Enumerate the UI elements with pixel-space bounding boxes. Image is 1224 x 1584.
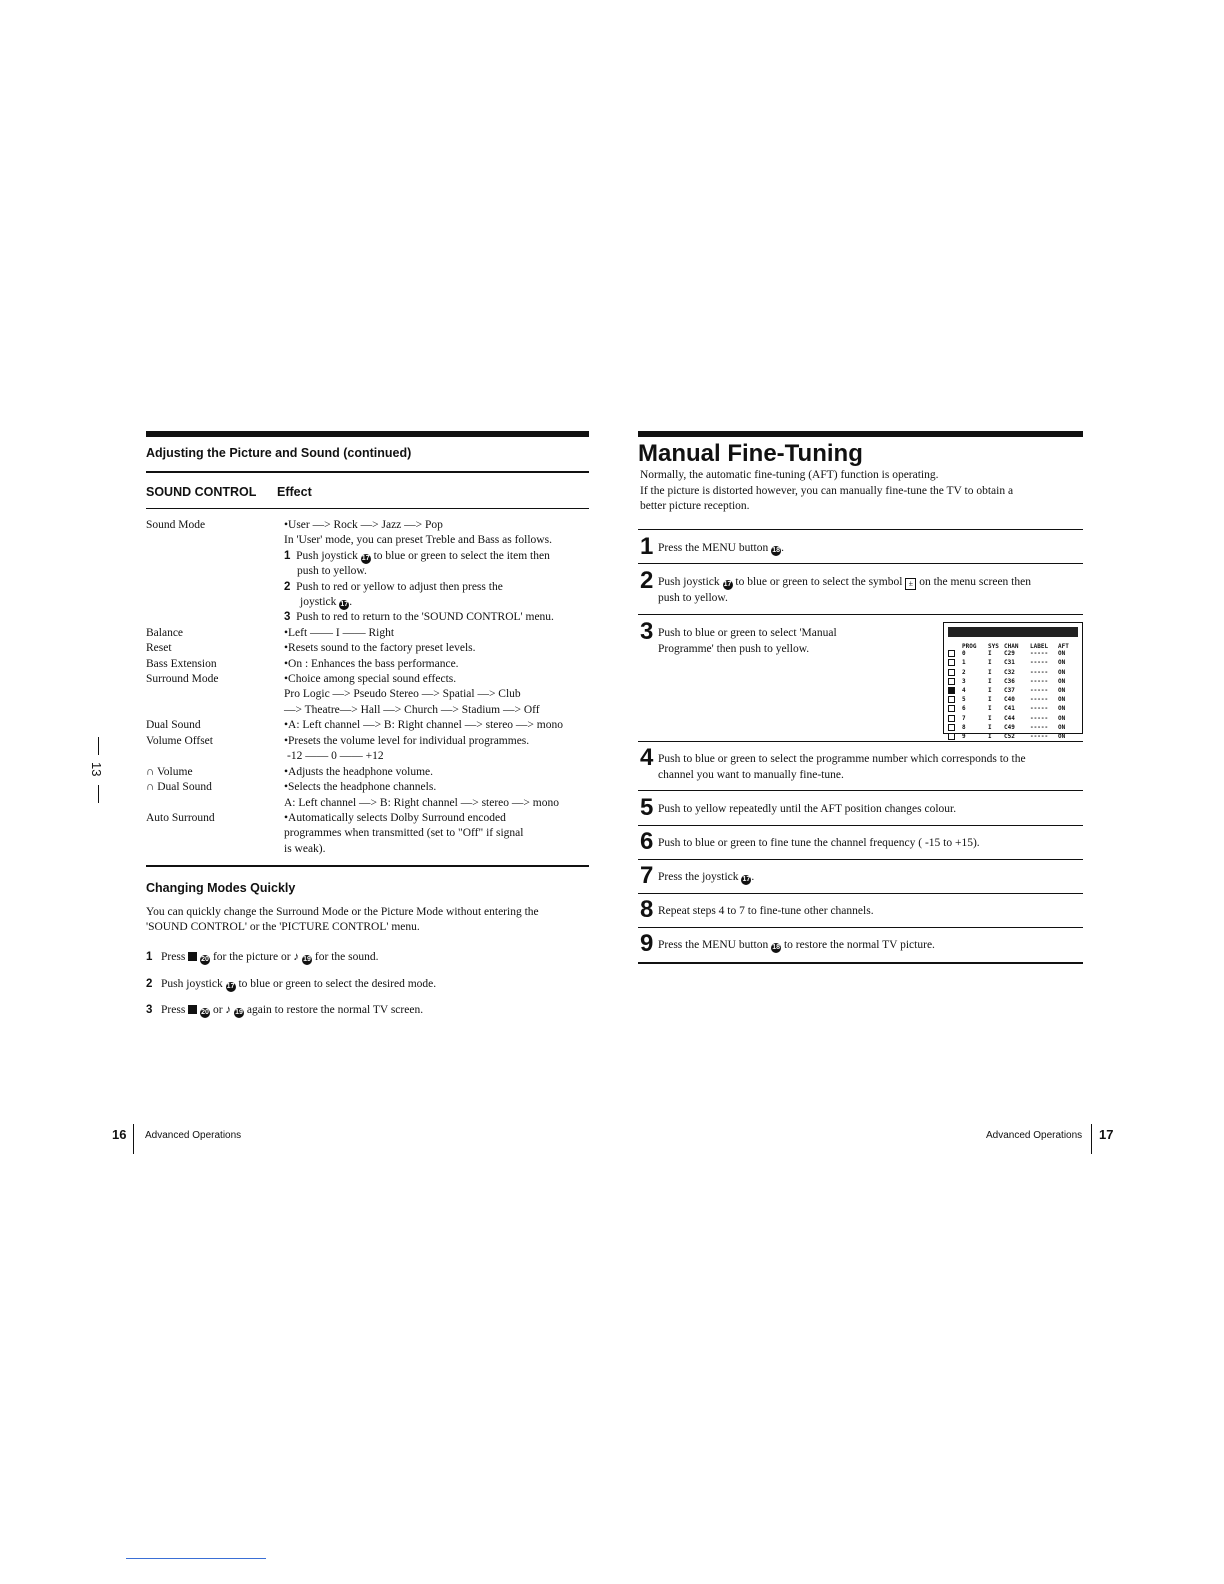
menu-programme-row xyxy=(948,687,1078,696)
effect-balance: •Left —— I —— Right xyxy=(284,627,395,639)
picture-ref-icon: 20 xyxy=(201,956,209,963)
effect-headphone-dual-line1: •Selects the headphone channels. xyxy=(284,781,437,793)
step-number: 3 xyxy=(146,1004,153,1016)
step-text xyxy=(658,541,1078,557)
intro-line3: better picture reception. xyxy=(640,500,750,512)
divider xyxy=(638,563,1083,564)
divider xyxy=(146,508,589,509)
menu-header: CHAN xyxy=(1004,643,1019,650)
menu-cell: ON xyxy=(1058,723,1066,731)
sound-mode-icon: ♪ xyxy=(293,951,300,963)
menu-cell: ----- xyxy=(1030,650,1049,658)
menu-programme-row xyxy=(948,669,1078,678)
divider xyxy=(638,962,1083,964)
changing-step-3 xyxy=(146,1003,423,1019)
divider xyxy=(638,614,1083,615)
menu-cell: ON xyxy=(1058,733,1066,741)
menu-cell: ----- xyxy=(1030,687,1049,695)
menu-cell: C31 xyxy=(1004,659,1015,667)
row-marker-icon xyxy=(948,669,962,678)
step-text: joystick xyxy=(300,596,337,608)
menu-cell: I xyxy=(988,650,992,658)
step-number: 3 xyxy=(640,618,654,645)
footer-divider xyxy=(1091,1124,1092,1154)
step-text-d: push to yellow. xyxy=(658,591,728,604)
row-marker-icon xyxy=(948,678,962,687)
menu-programme-row xyxy=(948,678,1078,687)
effect-sound-mode-line2: In 'User' mode, you can preset Treble and Bass as follows. xyxy=(284,534,552,546)
joystick-ref-icon: 17 xyxy=(361,555,370,562)
menu-cell: 6 xyxy=(962,705,966,713)
effect-reset: •Resets sound to the factory preset levels. xyxy=(284,642,476,654)
menu-cell: 4 xyxy=(962,687,966,695)
picture-mode-icon xyxy=(188,1005,197,1014)
step-text-b: to blue or green to select the symbol xyxy=(735,576,903,588)
sound-mode-step-1-cont: push to yellow. xyxy=(297,565,367,577)
sound-mode-step-2 xyxy=(284,580,599,596)
step-text-b: . xyxy=(781,542,784,554)
menu-cell: 3 xyxy=(962,677,966,685)
sound-mode-icon: ♪ xyxy=(225,1004,232,1016)
menu-cell: C36 xyxy=(1004,677,1015,685)
effect-volume-offset-line1: •Presets the volume level for individual programmes. xyxy=(284,735,530,747)
menu-cell: I xyxy=(988,659,992,667)
step-number: 9 xyxy=(640,930,654,957)
menu-cell: I xyxy=(988,677,992,685)
menu-programme-row xyxy=(948,659,1078,668)
picture-mode-icon xyxy=(188,952,197,961)
menu-cell: 7 xyxy=(962,714,966,722)
menu-programme-row xyxy=(948,650,1078,659)
changing-modes-p2: 'SOUND CONTROL' or the 'PICTURE CONTROL' menu. xyxy=(146,921,420,933)
menu-cell: I xyxy=(988,705,992,713)
effect-sound-mode-line1: •User —> Rock —> Jazz —> Pop xyxy=(284,519,443,531)
step-text xyxy=(658,938,1078,954)
step-number: 1 xyxy=(640,533,654,560)
setup-symbol-icon: ± xyxy=(905,578,916,590)
menu-cell: ON xyxy=(1058,705,1066,713)
divider xyxy=(638,529,1083,530)
step-text-a: Push to blue or green to select the programme number which corresponds to the xyxy=(658,753,1026,765)
sound-mode-step-1 xyxy=(284,549,599,565)
effect-surround-line3: —> Theatre—> Hall —> Church —> Stadium —> Off xyxy=(284,704,540,716)
step-number: 5 xyxy=(640,794,654,821)
row-marker-icon xyxy=(948,724,962,733)
page-title: Manual Fine-Tuning xyxy=(638,440,863,467)
row-marker-icon xyxy=(948,659,962,668)
menu-cell: 0 xyxy=(962,650,966,658)
menu-header: PROG xyxy=(962,643,977,650)
intro-line1: Normally, the automatic fine-tuning (AFT) function is operating. xyxy=(640,469,939,481)
menu-cell: ----- xyxy=(1030,705,1049,713)
joystick-ref-icon: 17 xyxy=(742,876,751,883)
divider xyxy=(638,825,1083,826)
menu-programme-row xyxy=(948,705,1078,714)
footer-right: Advanced Operations xyxy=(986,1130,1083,1141)
row-label-headphone-volume xyxy=(146,765,193,781)
intro-line2: If the picture is distorted however, you can manually fine-tune the TV to obtain a xyxy=(640,485,1014,497)
menu-cell: C49 xyxy=(1004,723,1015,731)
row-label-bass-extension: Bass Extension xyxy=(146,658,217,670)
joystick-ref-icon: 17 xyxy=(226,983,235,990)
menu-cell: ON xyxy=(1058,687,1066,695)
step-text: Push joystick xyxy=(161,978,223,990)
row-label-balance: Balance xyxy=(146,627,184,639)
step-text-b: . xyxy=(751,871,755,883)
step-text: Push to red or yellow to adjust then press the xyxy=(296,581,503,593)
menu-cell: 5 xyxy=(962,696,966,704)
row-label-sound-mode: Sound Mode xyxy=(146,519,206,531)
step-text-b: channel you want to manually fine-tune. xyxy=(658,768,844,781)
divider xyxy=(638,859,1083,860)
step-text: to blue or green to select the item then xyxy=(373,550,550,562)
menu-cell: ON xyxy=(1058,677,1066,685)
label-text: Dual Sound xyxy=(157,781,212,793)
effect-bass-extension: •On : Enhances the bass performance. xyxy=(284,658,459,670)
row-label-dual-sound: Dual Sound xyxy=(146,719,201,731)
label-text: Volume xyxy=(156,766,193,778)
row-label-reset: Reset xyxy=(146,642,172,654)
step-text: Push to red to return to the 'SOUND CONTROL' menu. xyxy=(296,611,554,623)
changing-modes-title: Changing Modes Quickly xyxy=(146,881,296,895)
side-marker-line xyxy=(98,737,99,755)
menu-cell: C52 xyxy=(1004,733,1015,741)
headphone-icon: ∩ xyxy=(146,781,155,793)
row-label-surround-mode: Surround Mode xyxy=(146,673,219,685)
menu-cell: ON xyxy=(1058,696,1066,704)
step-number: 8 xyxy=(640,896,654,923)
side-marker-line xyxy=(98,785,99,803)
menu-cell: 2 xyxy=(962,668,966,676)
menu-ref-icon: 18 xyxy=(772,944,780,951)
menu-cell: ----- xyxy=(1030,733,1049,741)
menu-cell: ON xyxy=(1058,650,1066,658)
effect-auto-surround-line1: •Automatically selects Dolby Surround encoded xyxy=(284,812,506,824)
effect-auto-surround-line2: programmes when transmitted (set to "Off" if signal xyxy=(284,827,524,839)
col-header-sound-control: SOUND CONTROL xyxy=(146,485,257,499)
menu-cell: ----- xyxy=(1030,668,1049,676)
effect-surround-line1: •Choice among special sound effects. xyxy=(284,673,457,685)
sound-mode-step-3 xyxy=(284,610,604,626)
page-number-right: 17 xyxy=(1099,1127,1114,1142)
step-text: or xyxy=(212,1004,223,1016)
effect-dual-sound: •A: Left channel —> B: Right channel —> stereo —> mono xyxy=(284,719,563,731)
step-text: for the sound. xyxy=(314,951,379,963)
step-text: Press xyxy=(161,951,186,963)
menu-cell: 8 xyxy=(962,723,966,731)
menu-cell: I xyxy=(988,714,992,722)
step-number: 2 xyxy=(146,978,153,990)
row-marker-icon xyxy=(948,650,962,659)
menu-cell: ----- xyxy=(1030,677,1049,685)
step-text: Push joystick xyxy=(296,550,358,562)
row-label-auto-surround: Auto Surround xyxy=(146,812,215,824)
effect-surround-line2: Pro Logic —> Pseudo Stereo —> Spatial —> Club xyxy=(284,688,521,700)
menu-cell: ----- xyxy=(1030,714,1049,722)
menu-programme-row xyxy=(948,696,1078,705)
step-text xyxy=(658,626,898,657)
menu-programme-row xyxy=(948,724,1078,733)
row-marker-icon xyxy=(948,696,962,705)
step-text-a: Push joystick xyxy=(658,576,720,588)
menu-programme-row xyxy=(948,715,1078,724)
headphone-icon: ∩ xyxy=(146,766,155,778)
menu-cell: C37 xyxy=(1004,687,1015,695)
menu-header: LABEL xyxy=(1030,643,1049,650)
step-text-a: Press the joystick xyxy=(658,871,739,883)
manual-programme-menu-screen xyxy=(943,622,1083,741)
step-text: Press xyxy=(161,1004,186,1016)
bottom-blue-line xyxy=(126,1558,266,1559)
menu-cell: ON xyxy=(1058,668,1066,676)
step-number: 2 xyxy=(640,567,654,594)
menu-rows xyxy=(948,650,1078,742)
menu-cell: ON xyxy=(1058,659,1066,667)
row-marker-icon xyxy=(948,705,962,714)
step-text-a: Push to blue or green to select 'Manual xyxy=(658,627,837,639)
menu-cell: ----- xyxy=(1030,696,1049,704)
menu-cell: I xyxy=(988,696,992,704)
step-text xyxy=(658,870,1078,886)
joystick-ref-icon: 17 xyxy=(723,581,732,588)
step-text: Push to yellow repeatedly until the AFT position changes colour. xyxy=(658,803,957,815)
menu-cell: C29 xyxy=(1004,650,1015,658)
menu-ref-icon: 18 xyxy=(772,547,780,554)
changing-modes-p1: You can quickly change the Surround Mode or the Picture Mode without entering the xyxy=(146,906,539,918)
step-number: 1 xyxy=(146,951,153,963)
step-number: 7 xyxy=(640,862,654,889)
row-marker-icon xyxy=(948,715,962,724)
divider xyxy=(146,865,589,867)
menu-cell: C32 xyxy=(1004,668,1015,676)
menu-cell: ----- xyxy=(1030,723,1049,731)
step-text: Repeat steps 4 to 7 to fine-tune other channels. xyxy=(658,905,874,917)
step-text-a: Press the MENU button xyxy=(658,939,769,951)
header-rule xyxy=(146,431,589,437)
section-header: Adjusting the Picture and Sound (continued) xyxy=(146,446,412,460)
effect-auto-surround-line3: is weak). xyxy=(284,843,326,855)
menu-cell: I xyxy=(988,687,992,695)
menu-cell: C41 xyxy=(1004,705,1015,713)
row-label-volume-offset: Volume Offset xyxy=(146,735,213,747)
divider xyxy=(146,471,589,473)
side-marker: 13 xyxy=(89,762,104,777)
joystick-ref-icon: 17 xyxy=(340,601,349,608)
step-text-b: Programme' then push to yellow. xyxy=(658,642,810,655)
changing-step-1 xyxy=(146,950,378,966)
menu-cell: ----- xyxy=(1030,659,1049,667)
title-rule xyxy=(638,431,1083,437)
divider xyxy=(638,893,1083,894)
step-text-c: on the menu screen then xyxy=(919,576,1031,588)
menu-cell: I xyxy=(988,733,992,741)
menu-cell: C44 xyxy=(1004,714,1015,722)
footer-divider xyxy=(133,1124,134,1154)
col-header-effect: Effect xyxy=(277,485,312,499)
step-number: 3 xyxy=(284,611,291,623)
menu-header: SYS xyxy=(988,643,999,650)
step-text: to blue or green to select the desired mode. xyxy=(238,978,437,990)
sound-mode-step-2-cont: joystick 17. xyxy=(300,596,353,608)
row-label-headphone-dual-sound xyxy=(146,780,212,796)
menu-cell: 9 xyxy=(962,733,966,741)
menu-table xyxy=(948,643,1078,742)
menu-cell: ON xyxy=(1058,714,1066,722)
sound-ref-icon: 19 xyxy=(303,956,311,963)
menu-cell: I xyxy=(988,668,992,676)
divider xyxy=(638,927,1083,928)
step-number: 1 xyxy=(284,550,291,562)
effect-headphone-dual-line2: A: Left channel —> B: Right channel —> stereo —> mono xyxy=(284,797,559,809)
step-text: again to restore the normal TV screen. xyxy=(246,1004,424,1016)
step-number: 4 xyxy=(640,744,654,771)
step-text: Push to blue or green to fine tune the channel frequency ( -15 to +15). xyxy=(658,837,980,849)
menu-header: AFT xyxy=(1058,643,1069,650)
menu-title-bar xyxy=(948,627,1078,637)
changing-step-2 xyxy=(146,977,436,993)
row-marker-icon xyxy=(948,687,962,696)
step-text xyxy=(658,575,1078,606)
sound-ref-icon: 19 xyxy=(235,1009,243,1016)
menu-cell: 1 xyxy=(962,659,966,667)
step-text: for the picture or xyxy=(212,951,291,963)
step-text-b: to restore the normal TV picture. xyxy=(783,939,935,951)
picture-ref-icon: 20 xyxy=(201,1009,209,1016)
effect-headphone-volume: •Adjusts the headphone volume. xyxy=(284,766,434,778)
page-number-left: 16 xyxy=(112,1127,127,1142)
step-number: 6 xyxy=(640,828,654,855)
divider xyxy=(638,790,1083,791)
effect-volume-offset-line2: -12 —— 0 —— +12 xyxy=(287,750,384,762)
footer-left: Advanced Operations xyxy=(145,1130,242,1141)
step-text-a: Press the MENU button xyxy=(658,542,769,554)
menu-header-row xyxy=(948,643,1078,650)
step-number: 2 xyxy=(284,581,291,593)
step-text xyxy=(658,752,1078,783)
menu-cell: C40 xyxy=(1004,696,1015,704)
divider xyxy=(638,741,1083,742)
menu-cell: I xyxy=(988,723,992,731)
